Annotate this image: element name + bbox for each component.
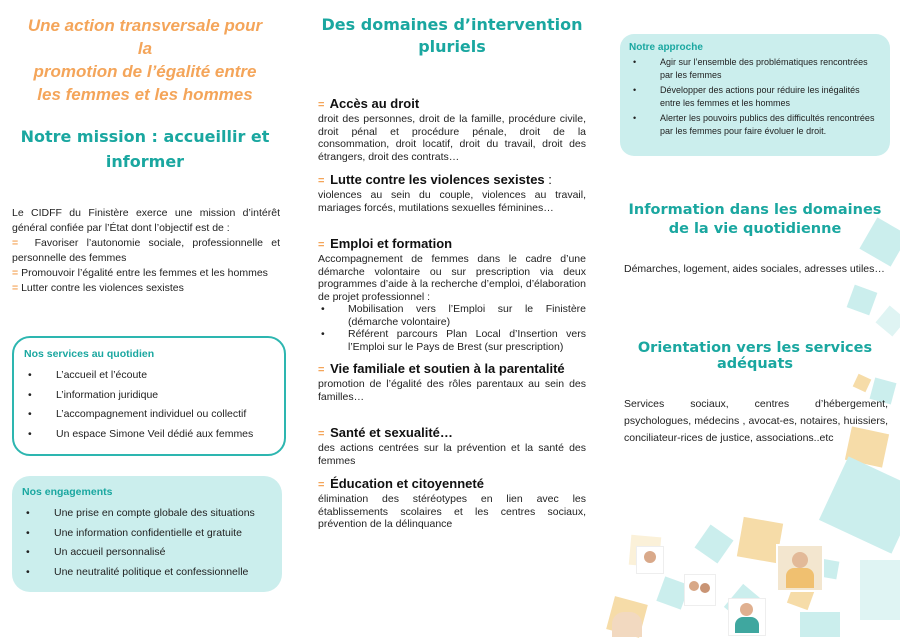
section-heading-text: Santé et sexualité… <box>330 425 453 440</box>
square-shape <box>819 456 900 553</box>
mission-text <box>12 206 280 296</box>
domains-title <box>318 14 586 58</box>
section-vie-familiale <box>318 361 586 403</box>
section-text: des actions centrées sur la prévention et la santé des femmes <box>318 442 586 467</box>
section-emploi <box>318 236 586 353</box>
section-violences <box>318 172 586 214</box>
orientation-title-line: adéquats <box>716 356 794 372</box>
mission-item-text: Lutter contre les violences sexistes <box>21 282 184 294</box>
square-shape <box>695 525 734 564</box>
approche-box <box>620 34 890 156</box>
equals-marker: = <box>318 428 325 440</box>
services-title: Nos services au quotidien <box>24 348 155 360</box>
mission-title-line: Notre mission : accueillir et <box>20 127 270 146</box>
mission-title-line: informer <box>105 152 185 171</box>
body-shape <box>735 617 759 633</box>
services-box <box>12 336 286 456</box>
list-item: • L’information juridique <box>28 386 284 406</box>
list-item: • Alerter les pouvoirs publics des difficultés rencontrées par les femmes pour faire évoluer le droit. <box>632 112 890 138</box>
face-shape <box>740 603 753 616</box>
section-heading <box>318 172 586 189</box>
approche-list <box>632 56 890 138</box>
list-item: • Développer des actions pour réduire les inégalités entre les femmes et les hommes <box>632 84 890 110</box>
square-shape <box>800 612 840 637</box>
square-shape <box>853 374 872 393</box>
list-item: • L’accueil et l’écoute <box>28 366 284 386</box>
mission-item <box>12 281 280 296</box>
section-heading-text: Éducation et citoyenneté <box>330 476 484 491</box>
section-text: droit des personnes, droit de la famille, procédure civile, droit pénal et procédure pénale, droit de la consommation, droit locatif, droit du travail, droit des étrangers, droit des contrats… <box>318 113 586 163</box>
equals-marker: = <box>12 282 19 294</box>
mission-item-text: Favoriser l’autonomie sociale, professionnelle et personnelle des femmes <box>12 237 280 264</box>
info-title-line: de la vie quotidienne <box>668 221 842 237</box>
mission-intro: Le CIDFF du Finistère exerce une mission d’intérêt général confiée par l’État dont l’objectif est de : <box>12 207 280 234</box>
list-item: • Référent parcours Plan Local d’Insertion vers l’Emploi sur le Pays de Brest (sur prescription) <box>318 328 586 353</box>
engagements-list <box>26 504 282 582</box>
info-title <box>620 201 890 239</box>
tagline-line: les femmes et les hommes <box>37 85 253 104</box>
emploi-programs <box>318 303 586 353</box>
photo-child-image <box>636 546 664 574</box>
body-shape <box>786 568 814 588</box>
section-heading-text: Accès au droit <box>329 96 420 111</box>
section-text: promotion de l’égalité des rôles parentaux au sein des familles… <box>318 378 586 403</box>
section-text: élimination des stéréotypes en lien avec les établissements scolaires et les centres sociaux, prévention de la délinquance <box>318 493 586 530</box>
square-shape <box>860 560 900 620</box>
section-heading-text: Emploi et formation <box>330 236 453 251</box>
orientation-title <box>620 340 890 372</box>
section-text: violences au sein du couple, violences au travail, mariages forcés, mutilations sexuelles féminines… <box>318 189 586 214</box>
tagline-line: promotion de l’égalité entre <box>33 62 257 81</box>
mission-item-text: Promouvoir l’égalité entre les femmes et les hommes <box>21 267 268 279</box>
section-heading-suffix: : <box>544 172 552 187</box>
section-heading <box>318 476 586 493</box>
list-item: • L’accompagnement individuel ou collectif <box>28 405 284 425</box>
list-item: • Un accueil personnalisé <box>26 543 282 563</box>
list-item: • Un espace Simone Veil dédié aux femmes <box>28 425 284 445</box>
photo-person-image <box>728 598 766 636</box>
tagline <box>20 14 270 106</box>
face-shape <box>700 583 710 593</box>
section-heading-text: Lutte contre les violences sexistes <box>330 172 545 187</box>
list-item: • Une information confidentielle et gratuite <box>26 524 282 544</box>
photo-group-image <box>684 574 716 606</box>
orientation-text: Services sociaux, centres d’hébergement, psychologues, médecins , avocat-es, notaires, huissiers, conciliateur-rices de justice, associations..etc <box>624 398 888 444</box>
section-heading <box>318 96 586 113</box>
section-acces-droit <box>318 96 586 163</box>
domains-title-line: Des domaines d’intervention <box>321 15 583 34</box>
domains-title-line: pluriels <box>418 37 486 56</box>
section-heading <box>318 361 586 378</box>
engagements-box <box>12 476 282 592</box>
photo-partial-image <box>612 612 642 637</box>
section-heading-text: Vie familiale et soutien à la parentalité <box>330 361 565 376</box>
list-item: • Mobilisation vers l’Emploi sur le Finistère (démarche volontaire) <box>318 303 586 328</box>
equals-marker: = <box>318 99 325 111</box>
face-shape <box>644 551 656 563</box>
engagements-title: Nos engagements <box>22 486 113 498</box>
list-item: • Une neutralité politique et confessionnelle <box>26 563 282 583</box>
face-shape <box>792 552 808 568</box>
mission-item <box>12 236 280 266</box>
equals-marker: = <box>12 267 19 279</box>
face-shape <box>689 581 699 591</box>
equals-marker: = <box>318 364 325 376</box>
section-education <box>318 476 586 531</box>
mission-item <box>12 266 280 281</box>
equals-marker: = <box>12 237 19 249</box>
section-text: Accompagnement de femmes dans le cadre d’une démarche volontaire ou sur prescription via deux programmes d’aide à la recherche d’emploi, d’élaboration de projet professionnel : <box>318 253 586 303</box>
list-item: • Agir sur l’ensemble des problématiques rencontrées par les femmes <box>632 56 890 82</box>
info-title-line: Information dans les domaines <box>628 202 882 218</box>
square-shape <box>876 306 900 337</box>
equals-marker: = <box>318 239 325 251</box>
info-text: Démarches, logement, aides sociales, adresses utiles… <box>624 263 885 275</box>
section-sante <box>318 425 586 467</box>
list-item: • Une prise en compte globale des situations <box>26 504 282 524</box>
approche-title: Notre approche <box>629 42 703 53</box>
section-heading <box>318 236 586 253</box>
section-heading <box>318 425 586 442</box>
equals-marker: = <box>318 479 325 491</box>
mission-title <box>20 124 270 174</box>
services-list <box>28 366 284 444</box>
photo-woman-image <box>776 544 824 592</box>
square-shape <box>847 285 878 316</box>
tagline-line: Une action transversale pour la <box>27 16 263 58</box>
equals-marker: = <box>318 175 325 187</box>
orientation-title-line: Orientation vers les services <box>637 340 873 356</box>
